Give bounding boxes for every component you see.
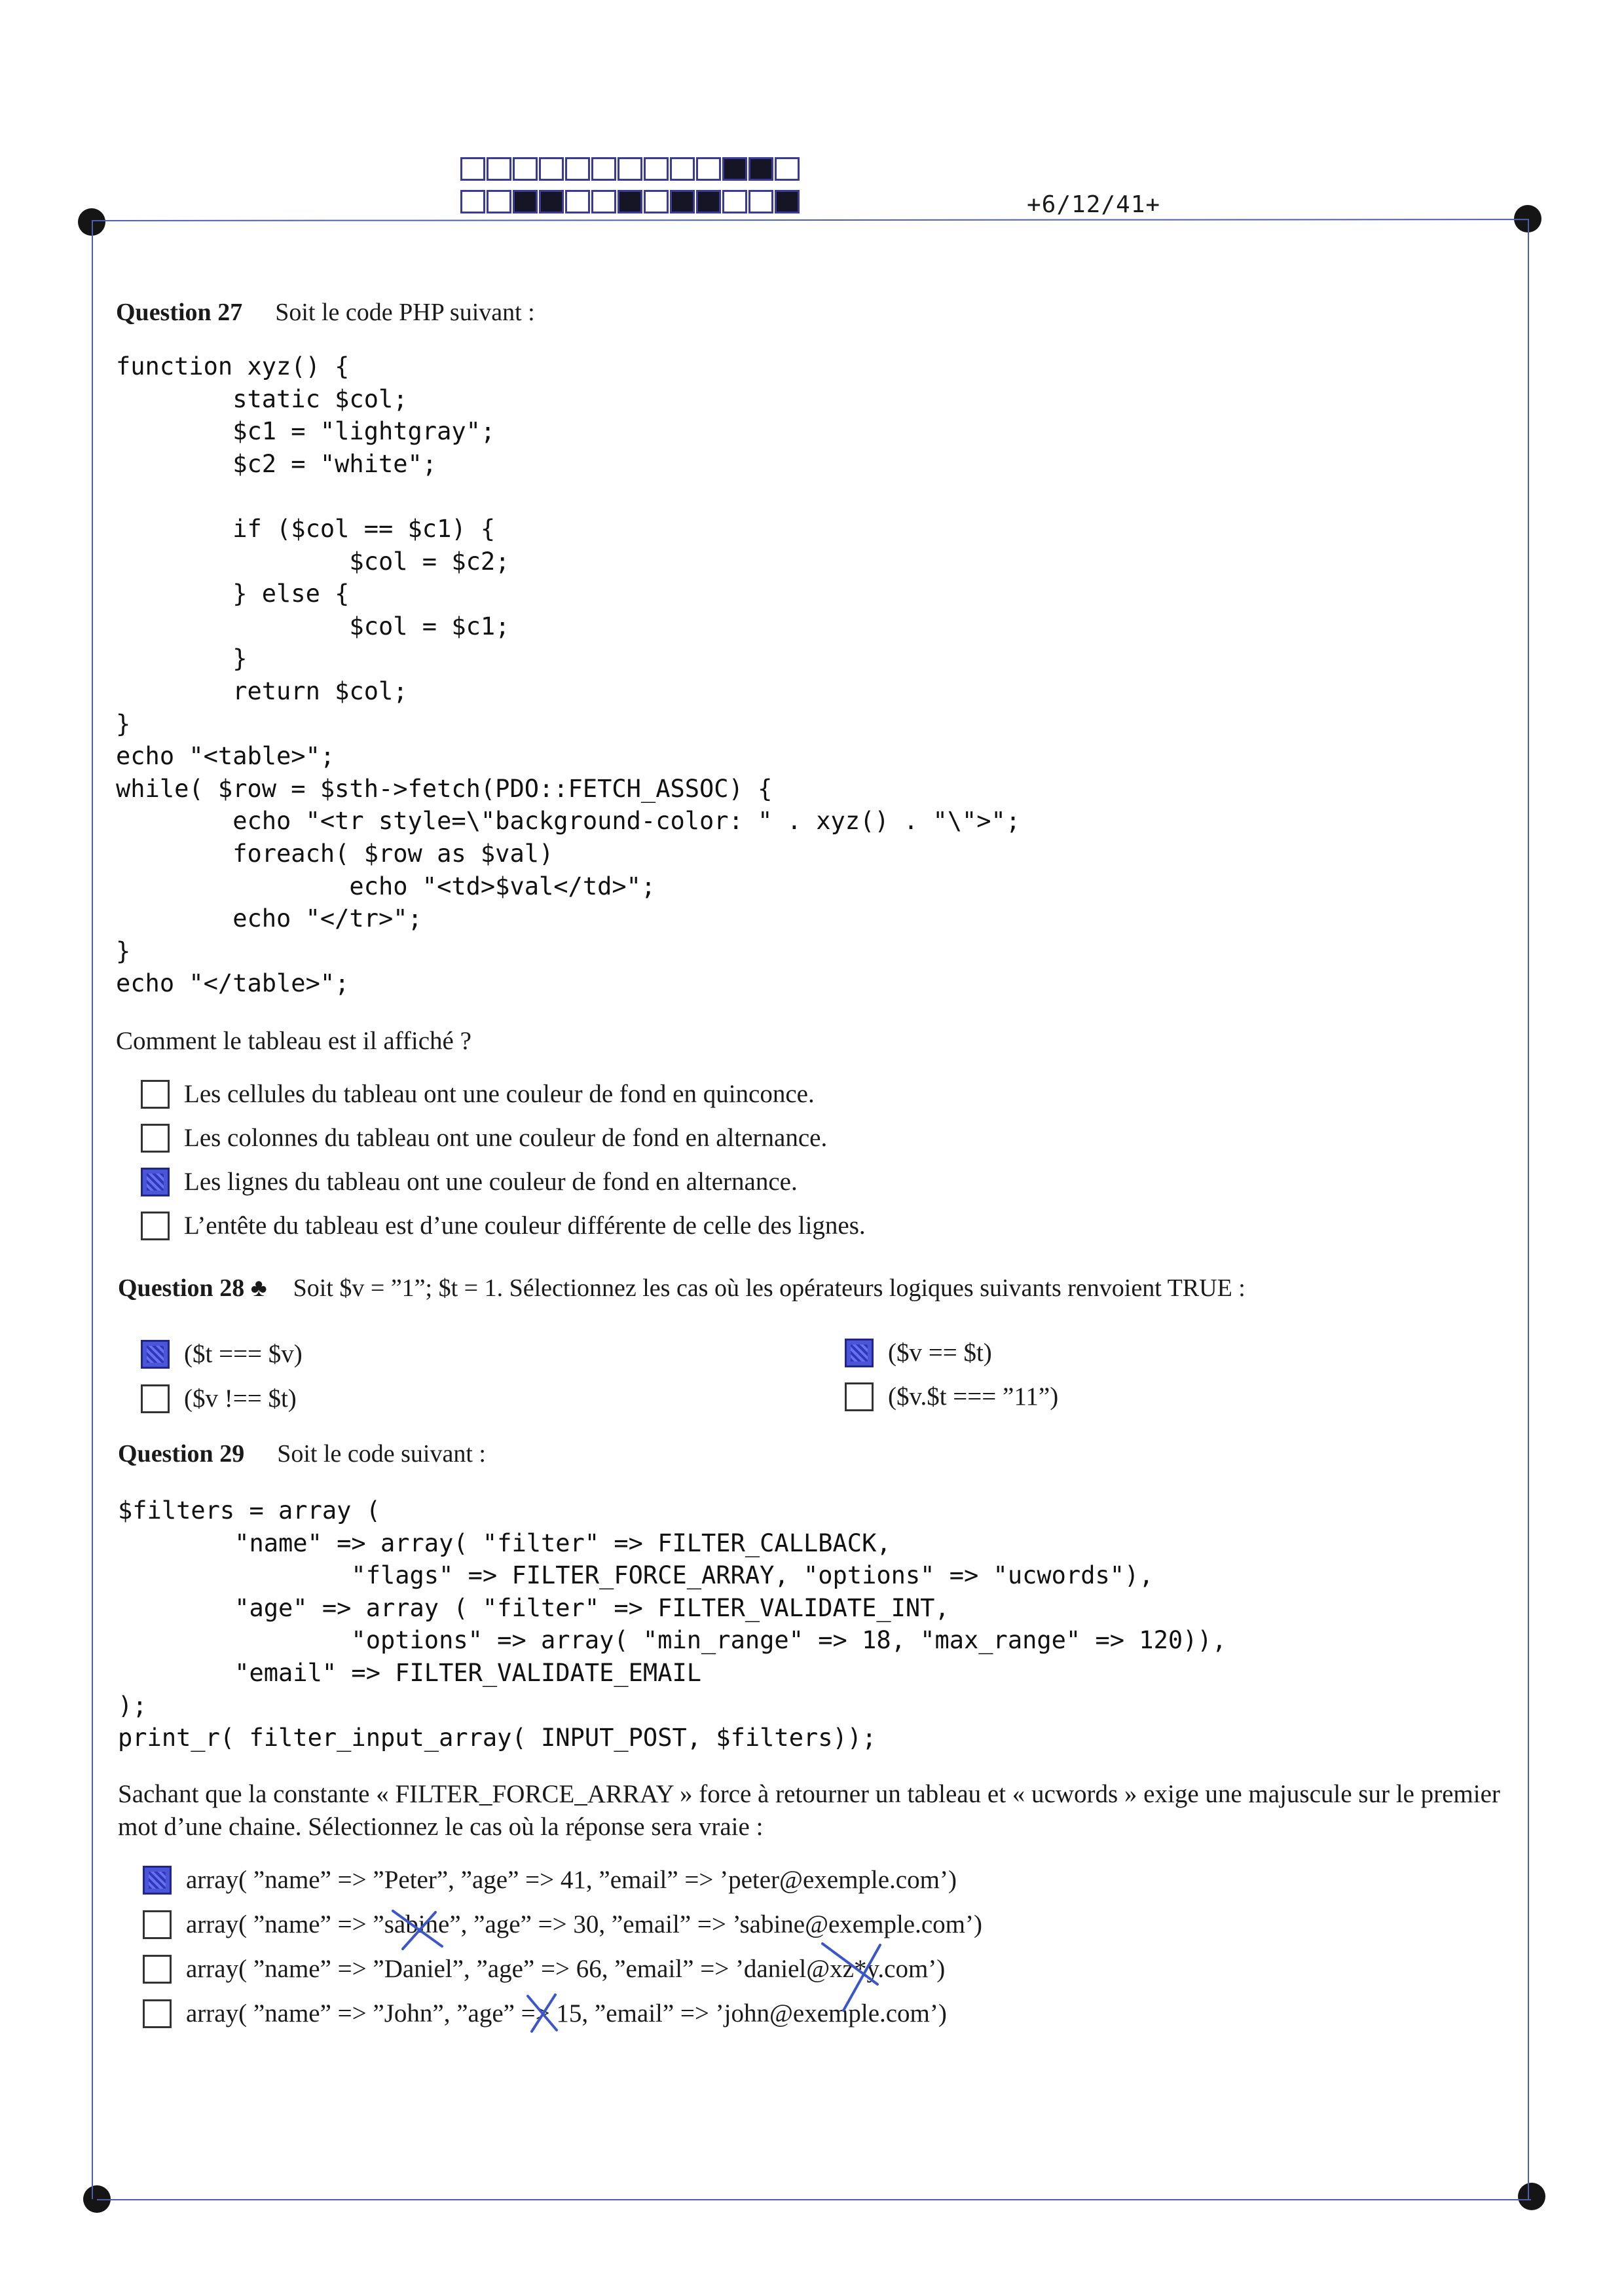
page-code: +6/12/41+ [1027, 191, 1161, 218]
question-29-header [118, 1439, 486, 1468]
question-29-label: Question 29 [118, 1440, 245, 1468]
question-29-prompt: Soit le code suivant : [277, 1440, 486, 1468]
q28-answer-3-checkbox[interactable] [845, 1339, 874, 1367]
q28-answer-4-checkbox[interactable] [845, 1382, 874, 1411]
q27-answer-4-label: L’entête du tableau est d’une couleur différente de celle des lignes. [184, 1212, 866, 1240]
question-28-prompt: Soit $v = ”1”; $t = 1. Sélectionnez les cas où les opérateurs logiques suivants renvoient TRUE : [293, 1274, 1246, 1302]
pen-cross-mark-age [524, 1991, 563, 2037]
barcode-cell [696, 157, 721, 181]
q29-answer-2[interactable] [143, 1910, 982, 1939]
q29-answer-4-label: array( ”name” => ”John”, ”age” => 15, ”email” => ’john@exemple.com’) [186, 1999, 947, 2028]
q27-answer-3-checkbox[interactable] [141, 1168, 170, 1196]
q27-answer-2-checkbox[interactable] [141, 1124, 170, 1153]
barcode-cell [591, 157, 616, 181]
question-29-code: $filters = array ( "name" => array( "filter" => FILTER_CALLBACK, "flags" => FILTER_FORCE_ARRAY, "options" => "ucwords"), "age" => array ( "filter" => FILTER_VALIDATE_INT, "options" => array( "min_range" => 18, "max_range" => 120)), "email" => FILTER_VALIDATE_EMAIL ); print_r( filter_input_array( INPUT_POST, $filters)); [118, 1496, 1227, 1752]
q27-answer-1[interactable] [141, 1079, 815, 1109]
q29-answer-1-label: array( ”name” => ”Peter”, ”age” => 41, ”email” => ’peter@exemple.com’) [186, 1866, 957, 1894]
barcode-cell [644, 157, 669, 181]
q29-answer-3-label: array( ”name” => ”Daniel”, ”age” => 66, ”email” => ’daniel@xz*y.com’) [186, 1955, 946, 1983]
barcode-cell [487, 190, 511, 213]
q29-answer-4-checkbox[interactable] [143, 1999, 172, 2028]
barcode-cell [539, 157, 564, 181]
barcode-row-1 [460, 157, 801, 181]
frame-right-line [1528, 220, 1529, 2199]
question-27-header [116, 298, 535, 327]
q28-answer-1-checkbox[interactable] [141, 1340, 170, 1369]
barcode-cell [487, 157, 511, 181]
frame-left-line [92, 220, 93, 2199]
barcode-cell [748, 157, 773, 181]
barcode-cell [565, 190, 590, 213]
q29-answer-2-label: array( ”name” => ”sabine”, ”age” => 30, ”email” => ’sabine@exemple.com’) [186, 1910, 982, 1938]
barcode-cell [670, 157, 695, 181]
barcode-cell [591, 190, 616, 213]
question-27-code: function xyz() { static $col; $c1 = "lightgray"; $c2 = "white"; if ($col == $c1) { $col = $c2; } else { $col = $c1; } return $col; } echo "<table>"; while( $row = $sth->fetch(PDO::FETCH_ASSOC) { echo "<tr style=\"background-color: " . xyz() . "\">"; foreach( $row as $val) echo "<td>$val</td>"; echo "</tr>"; } echo "</table>"; [116, 352, 1021, 998]
q29-answer-2-checkbox[interactable] [143, 1910, 172, 1939]
q27-answer-2-label: Les colonnes du tableau ont une couleur de fond en alternance. [184, 1124, 828, 1152]
question-27-question: Comment le tableau est il affiché ? [116, 1027, 471, 1055]
barcode-cell [670, 190, 695, 213]
pen-cross-mark-email [817, 1938, 889, 2017]
q28-answer-4[interactable] [845, 1382, 1058, 1411]
question-28-label: Question 28 [118, 1274, 245, 1302]
q27-answer-3[interactable] [141, 1167, 798, 1196]
club-icon: ♣ [250, 1274, 267, 1302]
question-27-prompt: Soit le code PHP suivant : [275, 299, 535, 326]
question-29-question: Sachant que la constante « FILTER_FORCE_ARRAY » force à retourner un tableau et « ucwords » exige une majuscule sur le premier mot d’une chaine. Sélectionnez le cas où la réponse sera vraie : [118, 1780, 1500, 1841]
barcode-cell [513, 157, 538, 181]
q29-answer-1[interactable] [143, 1865, 957, 1895]
barcode-cell [722, 157, 747, 181]
q27-answer-4[interactable] [141, 1211, 866, 1240]
q27-answer-1-label: Les cellules du tableau ont une couleur de fond en quinconce. [184, 1080, 815, 1108]
barcode-cell [460, 157, 485, 181]
barcode-cell [460, 190, 485, 213]
question-28-header [118, 1274, 1246, 1303]
barcode-cell [775, 157, 800, 181]
question-27-label: Question 27 [116, 299, 243, 326]
registration-mark-bottom-right [1518, 2183, 1545, 2210]
q28-answer-2-label: ($v !== $t) [184, 1384, 297, 1413]
barcode-cell [644, 190, 669, 213]
pen-cross-mark-sabine [390, 1906, 449, 1952]
q29-answer-1-checkbox[interactable] [143, 1866, 172, 1895]
q28-answer-4-label: ($v.$t === ”11”) [888, 1382, 1059, 1411]
frame-top-line [92, 219, 1529, 221]
barcode-cell [696, 190, 721, 213]
q28-answer-2-checkbox[interactable] [141, 1384, 170, 1413]
q27-answer-4-checkbox[interactable] [141, 1212, 170, 1240]
barcode-cell [618, 190, 642, 213]
barcode-cell [775, 190, 800, 213]
q28-answer-3-label: ($v == $t) [888, 1339, 992, 1367]
q28-answer-2[interactable] [141, 1384, 297, 1413]
barcode-cell [539, 190, 564, 213]
q27-answer-2[interactable] [141, 1123, 827, 1153]
barcode-row-2 [460, 190, 801, 213]
q28-answer-1[interactable] [141, 1339, 303, 1369]
frame-bottom-line [97, 2199, 1531, 2200]
barcode-cell [513, 190, 538, 213]
q28-answer-1-label: ($t === $v) [184, 1340, 303, 1368]
q28-answer-3[interactable] [845, 1338, 992, 1367]
q27-answer-1-checkbox[interactable] [141, 1080, 170, 1109]
q29-answer-3-checkbox[interactable] [143, 1955, 172, 1984]
barcode-cell [565, 157, 590, 181]
barcode-cell [722, 190, 747, 213]
barcode-cell [618, 157, 642, 181]
q27-answer-3-label: Les lignes du tableau ont une couleur de fond en alternance. [184, 1168, 798, 1196]
barcode-cell [748, 190, 773, 213]
